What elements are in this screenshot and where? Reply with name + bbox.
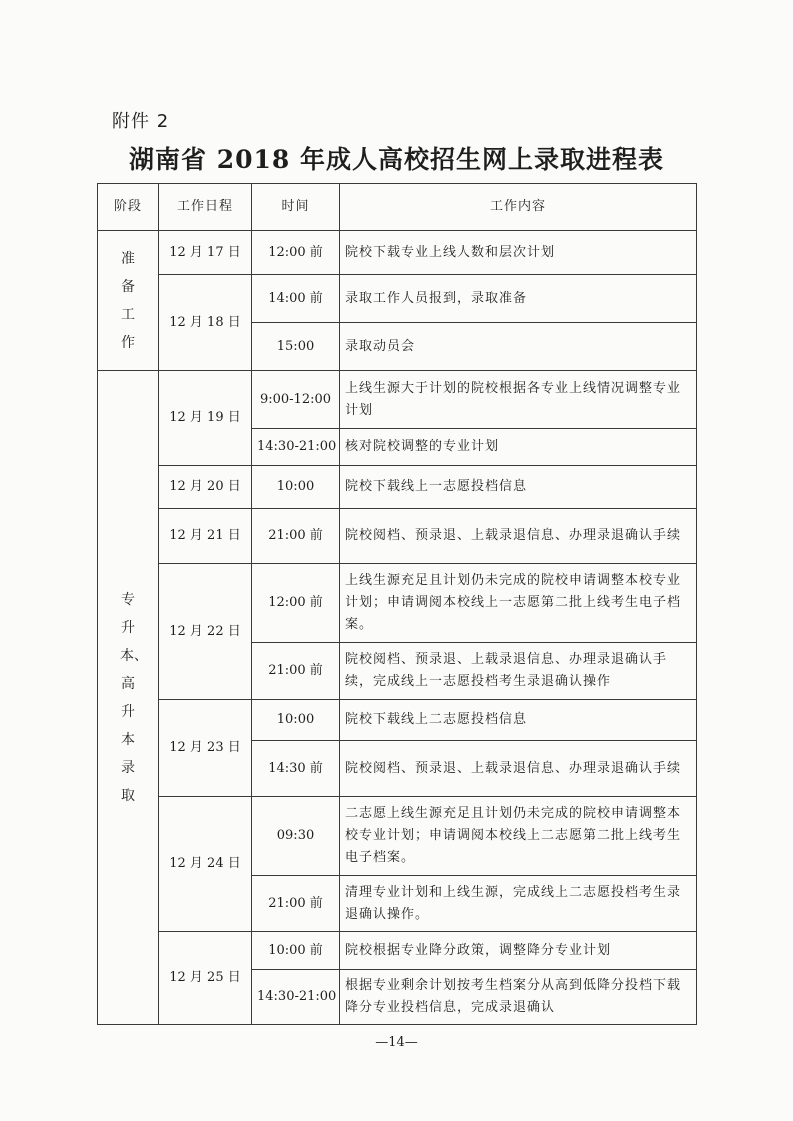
time-cell: 21:00 前 (252, 509, 340, 564)
time-cell: 10:00 前 (252, 932, 340, 970)
date-cell: 12 月 23 日 (159, 700, 252, 797)
table-row (98, 564, 697, 643)
date-cell: 12 月 19 日 (159, 371, 252, 466)
table-row (98, 700, 697, 741)
header-time: 时间 (252, 184, 340, 231)
date-cell: 12 月 24 日 (159, 797, 252, 932)
task-cell: 上线生源大于计划的院校根据各专业上线情况调整专业计划 (340, 371, 697, 429)
time-cell: 15:00 (252, 323, 340, 371)
page-title: 湖南省 2018 年成人高校招生网上录取进程表 (129, 145, 664, 174)
task-cell: 院校下载线上二志愿投档信息 (340, 700, 697, 741)
table-row (98, 275, 697, 323)
task-cell: 院校阅档、预录退、上载录退信息、办理录退确认手续 (340, 741, 697, 797)
task-cell: 清理专业计划和上线生源，完成线上二志愿投档考生录退确认操作。 (340, 876, 697, 932)
table-row (98, 797, 697, 876)
task-cell: 录取工作人员报到，录取准备 (340, 275, 697, 323)
table-row (98, 231, 697, 275)
time-cell: 21:00 前 (252, 876, 340, 932)
date-cell: 12 月 18 日 (159, 275, 252, 371)
task-cell: 二志愿上线生源充足且计划仍未完成的院校申请调整本校专业计划；申请调阅本校线上二志愿第二批上线考生电子档案。 (340, 797, 697, 876)
task-cell: 院校根据专业降分政策，调整降分专业计划 (340, 932, 697, 970)
time-cell: 9:00-12:00 (252, 371, 340, 429)
table-row (98, 932, 697, 970)
attachment-label: 附件 2 (112, 111, 170, 132)
task-cell: 院校阅档、预录退、上载录退信息、办理录退确认手续 (340, 509, 697, 564)
time-cell: 12:00 前 (252, 564, 340, 643)
header-date: 工作日程 (159, 184, 252, 231)
header-task: 工作内容 (340, 184, 697, 231)
time-cell: 14:30-21:00 (252, 429, 340, 466)
time-cell: 14:30 前 (252, 741, 340, 797)
time-cell: 09:30 (252, 797, 340, 876)
table-row (98, 371, 697, 429)
time-cell: 10:00 (252, 466, 340, 509)
schedule-table (97, 183, 697, 1025)
date-cell: 12 月 17 日 (159, 231, 252, 275)
stage-cell (98, 371, 159, 1025)
time-cell: 21:00 前 (252, 643, 340, 700)
stage-label: 准备工作 (121, 250, 135, 351)
task-cell: 院校阅档、预录退、上载录退信息、办理录退确认手续，完成线上一志愿投档考生录退确认操作 (340, 643, 697, 700)
table-header-row (98, 184, 697, 231)
task-cell: 根据专业剩余计划按考生档案分从高到低降分投档下载降分专业投档信息，完成录退确认 (340, 970, 697, 1025)
task-cell: 录取动员会 (340, 323, 697, 371)
table-row (98, 466, 697, 509)
stage-cell (98, 231, 159, 371)
date-cell: 12 月 25 日 (159, 932, 252, 1025)
date-cell: 12 月 20 日 (159, 466, 252, 509)
task-cell: 院校下载专业上线人数和层次计划 (340, 231, 697, 275)
time-cell: 12:00 前 (252, 231, 340, 275)
date-cell: 12 月 22 日 (159, 564, 252, 700)
time-cell: 10:00 (252, 700, 340, 741)
task-cell: 院校下载线上一志愿投档信息 (340, 466, 697, 509)
time-cell: 14:00 前 (252, 275, 340, 323)
header-stage: 阶段 (98, 184, 159, 231)
task-cell: 核对院校调整的专业计划 (340, 429, 697, 466)
task-cell: 上线生源充足且计划仍未完成的院校申请调整本校专业计划；申请调阅本校线上一志愿第二批上线考生电子档案。 (340, 564, 697, 643)
date-cell: 12 月 21 日 (159, 509, 252, 564)
page-number: —14— (375, 1035, 418, 1050)
table-row (98, 509, 697, 564)
stage-label: 专升本、高升本录取 (120, 591, 148, 804)
time-cell: 14:30-21:00 (252, 970, 340, 1025)
